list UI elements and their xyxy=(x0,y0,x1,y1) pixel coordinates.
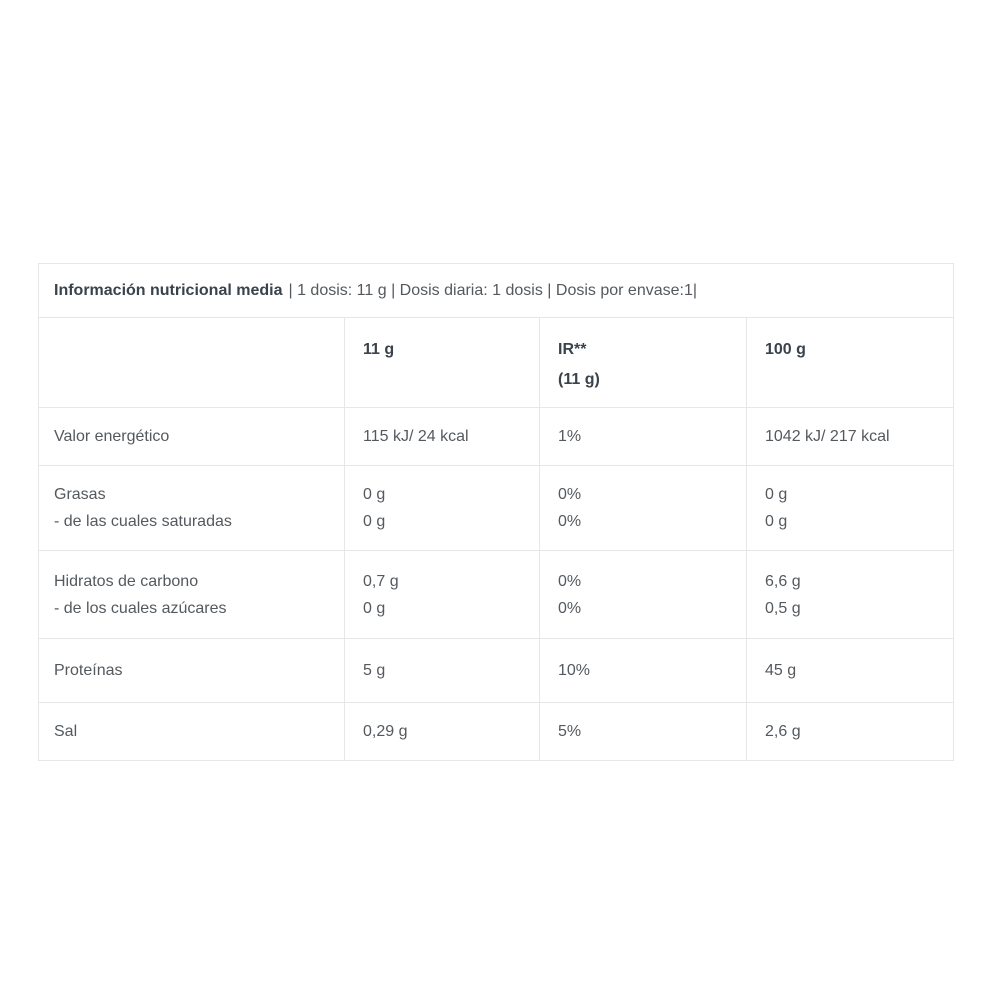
table-row-energy xyxy=(39,408,953,466)
per100-value-cell xyxy=(746,408,953,465)
row-sublabel: - de los cuales azúcares xyxy=(54,599,227,617)
serving-value-cell xyxy=(344,466,539,550)
per100-value: 1042 kJ/ 217 kcal xyxy=(765,428,890,445)
serving-value-cell xyxy=(344,408,539,465)
per100-value: 2,6 g xyxy=(765,723,801,740)
ir-value: 5% xyxy=(558,723,582,740)
serving-value-cell xyxy=(344,703,539,760)
row-label: Grasas xyxy=(54,486,106,503)
header-ir-cell xyxy=(539,318,746,407)
serving-subvalue: 0 g xyxy=(363,513,386,530)
table-row-fats xyxy=(39,466,953,551)
serving-value: 0 g xyxy=(363,486,386,503)
header-ir-label-line2: (11 g) xyxy=(558,371,600,388)
row-label-cell xyxy=(39,551,344,638)
table-title-meta: | 1 dosis: 11 g | Dosis diaria: 1 dosis | Dosis por envase:1| xyxy=(288,281,698,299)
ir-value-cell xyxy=(539,639,746,702)
table-row-salt xyxy=(39,703,953,761)
header-serving-cell xyxy=(344,318,539,407)
row-label-cell xyxy=(39,639,344,702)
row-label: Proteínas xyxy=(54,662,123,679)
per100-value-cell xyxy=(746,703,953,760)
serving-value: 5 g xyxy=(363,662,386,679)
ir-subvalue: 0% xyxy=(558,599,582,617)
header-per100-label: 100 g xyxy=(765,341,806,358)
per100-subvalue: 0 g xyxy=(765,513,788,530)
row-label: Hidratos de carbono xyxy=(54,572,199,590)
per100-value: 45 g xyxy=(765,662,797,679)
header-empty-cell xyxy=(39,318,344,407)
serving-value: 115 kJ/ 24 kcal xyxy=(363,428,469,445)
serving-value-cell xyxy=(344,639,539,702)
row-sublabel: - de las cuales saturadas xyxy=(54,513,232,530)
ir-value: 0% xyxy=(558,486,582,503)
row-label-cell xyxy=(39,466,344,550)
ir-subvalue: 0% xyxy=(558,513,582,530)
per100-value-cell xyxy=(746,551,953,638)
row-label-cell xyxy=(39,408,344,465)
serving-value-cell xyxy=(344,551,539,638)
column-header-row xyxy=(39,318,953,408)
table-row-proteins xyxy=(39,639,953,703)
per100-value-cell xyxy=(746,639,953,702)
serving-value: 0,7 g xyxy=(363,572,399,590)
ir-value-cell xyxy=(539,408,746,465)
serving-subvalue: 0 g xyxy=(363,599,386,617)
per100-value-cell xyxy=(746,466,953,550)
table-title-row xyxy=(39,264,953,318)
row-label-cell xyxy=(39,703,344,760)
table-title: Información nutricional media xyxy=(54,281,283,299)
header-serving-label: 11 g xyxy=(363,341,395,358)
per100-value: 0 g xyxy=(765,486,788,503)
per100-value: 6,6 g xyxy=(765,572,801,590)
header-ir-label-line1: IR** xyxy=(558,341,587,358)
ir-value: 0% xyxy=(558,572,582,590)
ir-value: 10% xyxy=(558,662,591,679)
per100-subvalue: 0,5 g xyxy=(765,599,801,617)
ir-value-cell xyxy=(539,703,746,760)
ir-value-cell xyxy=(539,551,746,638)
header-per100-cell xyxy=(746,318,953,407)
table-row-carbohydrates xyxy=(39,551,953,639)
ir-value: 1% xyxy=(558,428,582,445)
row-label: Sal xyxy=(54,723,78,740)
nutrition-facts-table xyxy=(38,263,954,761)
row-label: Valor energético xyxy=(54,428,170,445)
serving-value: 0,29 g xyxy=(363,723,408,740)
ir-value-cell xyxy=(539,466,746,550)
